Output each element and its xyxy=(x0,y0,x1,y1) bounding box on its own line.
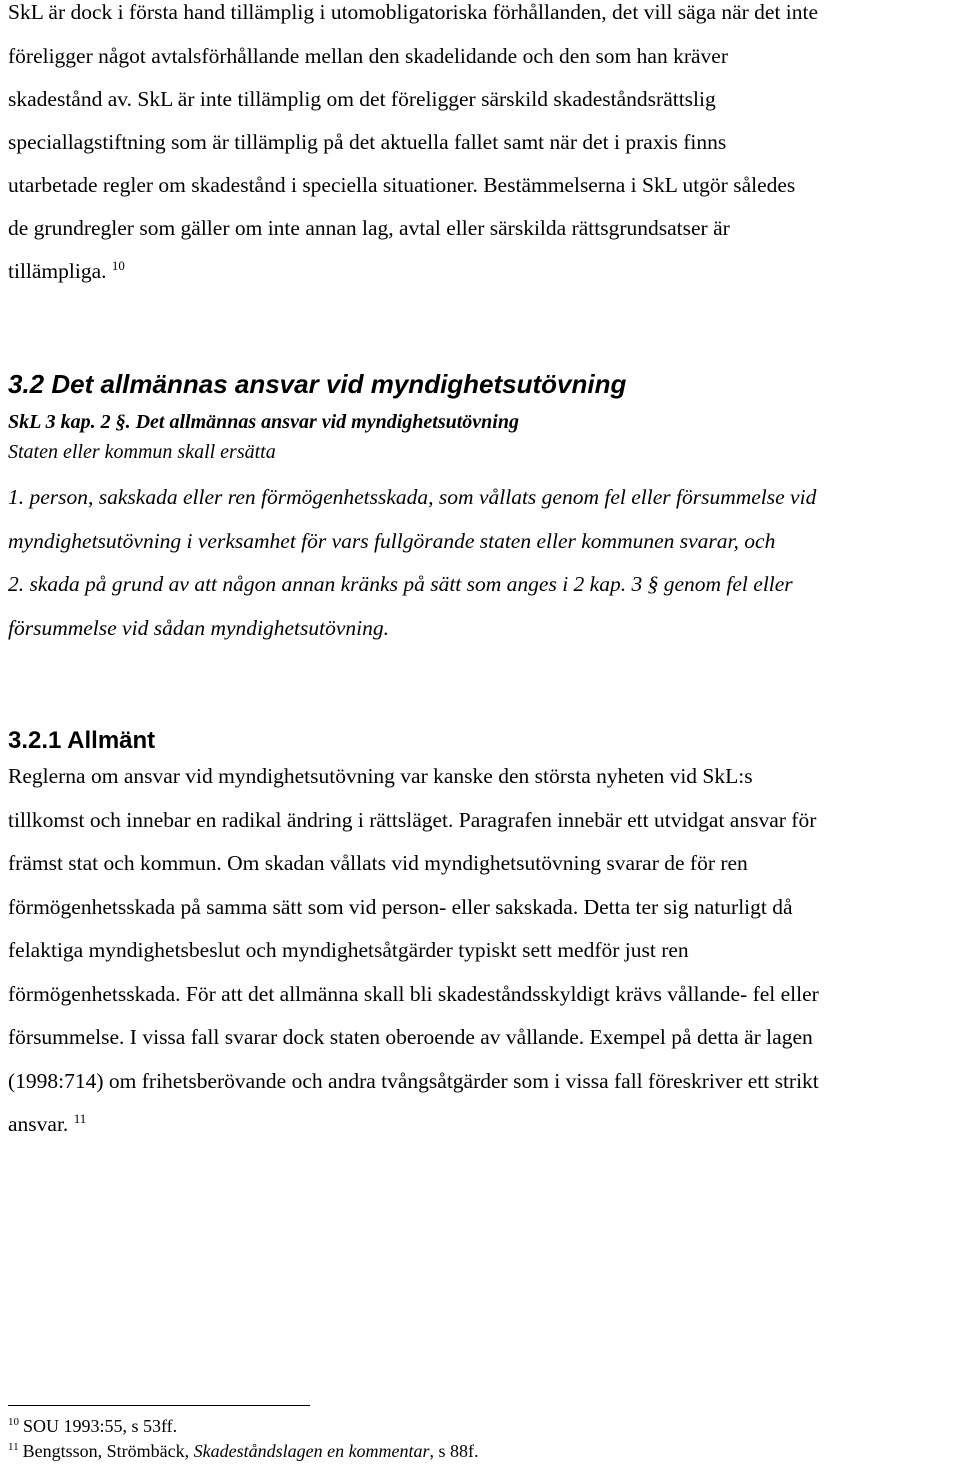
footnote-text: , s 88f. xyxy=(429,1441,479,1461)
section-heading: 3.2 Det allmännas ansvar vid myndighetsutövning xyxy=(8,369,627,399)
footnote-text: SOU 1993:55, s 53ff. xyxy=(23,1416,178,1436)
law-subheading: Staten eller kommun skall ersätta xyxy=(8,441,276,463)
text-line xyxy=(8,1110,87,1136)
text-line: Reglerna om ansvar vid myndighetsutövning var kanske den största nyheten vid SkL:s xyxy=(8,764,753,788)
footnote-text: Bengtsson, Strömbäck, xyxy=(22,1441,194,1461)
text-line: speciallagstiftning som är tillämplig på det aktuella fallet samt när det i praxis finns xyxy=(8,130,727,154)
text-line: SkL är dock i första hand tillämplig i utomobligatoriska förhållanden, det vill säga när det inte xyxy=(8,0,819,24)
footnote-number: 10 xyxy=(8,1416,19,1428)
footnote-divider xyxy=(8,1405,310,1406)
text-line: främst stat och kommun. Om skadan vållats vid myndighetsutövning svarar de för ren xyxy=(8,851,748,875)
subsection-heading: 3.2.1 Allmänt xyxy=(8,727,156,754)
law-line: myndighetsutövning i verksamhet för vars fullgörande staten eller kommunen svarar, och xyxy=(8,529,776,553)
text-fragment: ansvar. xyxy=(8,1112,69,1136)
text-line: tillkomst och innebar en radikal ändring i rättsläget. Paragrafen innebär ett utvidgat ansvar för xyxy=(8,808,817,832)
text-line: felaktiga myndighetsbeslut och myndighetsåtgärder typiskt sett medför just ren xyxy=(8,938,689,962)
footnote-number: 11 xyxy=(8,1441,19,1453)
text-line: försummelse. I vissa fall svarar dock staten oberoende av vållande. Exempel på detta är lagen xyxy=(8,1025,813,1049)
text-line: skadestånd av. SkL är inte tillämplig om det föreligger särskild skadeståndsrättslig xyxy=(8,87,716,111)
text-line xyxy=(8,257,125,283)
law-line: 2. skada på grund av att någon annan kränks på sätt som anges i 2 kap. 3 § genom fel eller xyxy=(8,572,793,596)
footnote xyxy=(8,1416,177,1437)
text-line: (1998:714) om frihetsberövande och andra tvångsåtgärder som i vissa fall föreskriver ett strikt xyxy=(8,1069,819,1093)
text-fragment: tillämpliga. xyxy=(8,259,107,283)
law-line: försummelse vid sådan myndighetsutövning. xyxy=(8,616,389,640)
text-line: förmögenhetsskada på samma sätt som vid person- eller sakskada. Detta ter sig naturligt då xyxy=(8,895,793,919)
text-line: de grundregler som gäller om inte annan lag, avtal eller särskilda rättsgrundsatser är xyxy=(8,216,730,240)
law-line: 1. person, sakskada eller ren förmögenhetsskada, som vållats genom fel eller försummelse vid xyxy=(8,485,817,509)
text-line: utarbetade regler om skadestånd i speciella situationer. Bestämmelserna i SkL utgör således xyxy=(8,173,796,197)
footnote xyxy=(8,1441,479,1462)
footnote-title: Skadeståndslagen en kommentar xyxy=(193,1441,430,1461)
text-line: föreligger något avtalsförhållande mellan den skadelidande och den som han kräver xyxy=(8,44,728,68)
footnote-ref[interactable]: 11 xyxy=(73,1110,87,1126)
law-heading: SkL 3 kap. 2 §. Det allmännas ansvar vid myndighetsutövning xyxy=(8,411,519,433)
footnote-ref[interactable]: 10 xyxy=(111,257,125,273)
text-line: förmögenhetsskada. För att det allmänna skall bli skadeståndsskyldigt krävs vållande- fel eller xyxy=(8,982,819,1006)
